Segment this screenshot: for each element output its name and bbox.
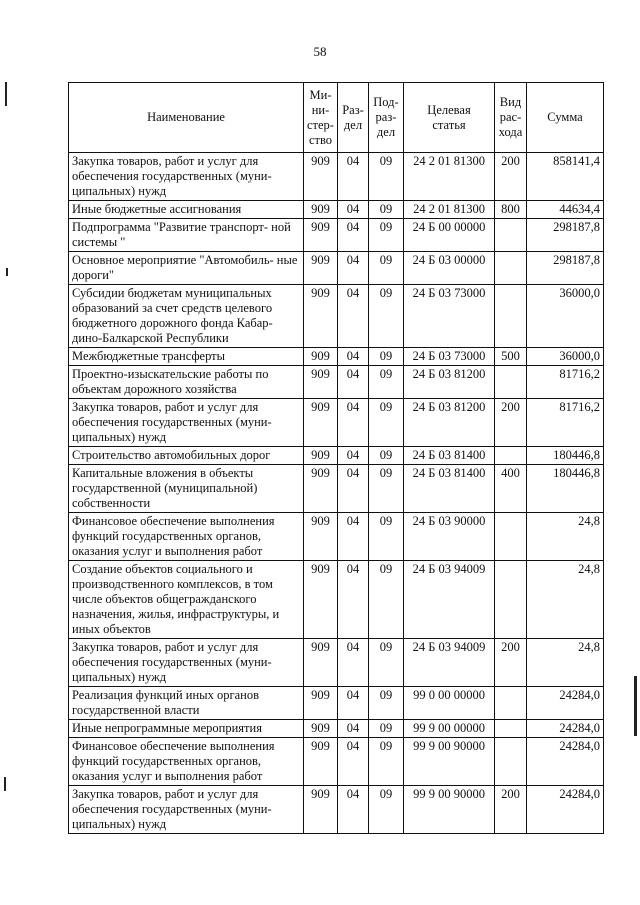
cell-subsection: 09: [369, 687, 404, 720]
cell-expense-type: 400: [495, 465, 527, 513]
cell-subsection: 09: [369, 639, 404, 687]
cell-name: Финансовое обеспечение выполнения функций государственных органов, оказания услуг и выполнения работ: [69, 513, 304, 561]
table-row: [69, 513, 604, 561]
cell-section: 04: [338, 465, 369, 513]
cell-section: 04: [338, 366, 369, 399]
cell-target: 24 Б 03 94009: [404, 561, 495, 639]
cell-subsection: 09: [369, 738, 404, 786]
header-ministry: Ми- ни- стер- ство: [304, 83, 338, 153]
cell-ministry: 909: [304, 153, 338, 201]
cell-name: Закупка товаров, работ и услуг для обеспечения государственных (муни- ципальных) нужд: [69, 153, 304, 201]
header-section: Раз- дел: [338, 83, 369, 153]
table-row: [69, 561, 604, 639]
cell-name: Закупка товаров, работ и услуг для обеспечения государственных (муни- ципальных) нужд: [69, 639, 304, 687]
cell-expense-type: [495, 561, 527, 639]
cell-name: Закупка товаров, работ и услуг для обеспечения государственных (муни- ципальных) нужд: [69, 786, 304, 834]
cell-section: 04: [338, 348, 369, 366]
cell-ministry: 909: [304, 348, 338, 366]
cell-expense-type: [495, 513, 527, 561]
cell-name: Капитальные вложения в объекты государственной (муниципальной) собственности: [69, 465, 304, 513]
cell-name: Субсидии бюджетам муниципальных образований за счет средств целевого бюджетного дорожного фонда Кабар- дино-Балкарской Республики: [69, 285, 304, 348]
cell-subsection: 09: [369, 153, 404, 201]
cell-expense-type: 800: [495, 201, 527, 219]
cell-amount: 81716,2: [527, 399, 604, 447]
cell-section: 04: [338, 738, 369, 786]
table-row: [69, 285, 604, 348]
cell-amount: 858141,4: [527, 153, 604, 201]
cell-expense-type: [495, 219, 527, 252]
table-row: [69, 348, 604, 366]
scan-margin-mark: [4, 777, 6, 791]
table-row: [69, 738, 604, 786]
cell-name: Проектно-изыскательские работы по объектам дорожного хозяйства: [69, 366, 304, 399]
header-subsection: Под- раз- дел: [369, 83, 404, 153]
table-row: [69, 786, 604, 834]
cell-subsection: 09: [369, 201, 404, 219]
table-row: [69, 465, 604, 513]
cell-section: 04: [338, 786, 369, 834]
cell-ministry: 909: [304, 465, 338, 513]
cell-name: Создание объектов социального и производственного комплексов, в том числе объектов общегражданского назначения, жилья, инфраструктуры, и иных объектов: [69, 561, 304, 639]
cell-amount: 24284,0: [527, 687, 604, 720]
cell-ministry: 909: [304, 513, 338, 561]
cell-section: 04: [338, 399, 369, 447]
cell-ministry: 909: [304, 366, 338, 399]
cell-target: 99 9 00 00000: [404, 720, 495, 738]
cell-section: 04: [338, 285, 369, 348]
cell-name: Основное мероприятие "Автомобиль- ные дороги": [69, 252, 304, 285]
cell-target: 24 Б 03 81200: [404, 399, 495, 447]
header-amount: Сумма: [527, 83, 604, 153]
page-number: 58: [313, 44, 327, 59]
cell-target: 24 Б 03 81400: [404, 447, 495, 465]
cell-amount: 180446,8: [527, 465, 604, 513]
cell-target: 99 0 00 00000: [404, 687, 495, 720]
cell-ministry: 909: [304, 786, 338, 834]
header-expense-type: Вид рас- хода: [495, 83, 527, 153]
cell-subsection: 09: [369, 465, 404, 513]
cell-ministry: 909: [304, 219, 338, 252]
cell-target: 24 Б 03 00000: [404, 252, 495, 285]
table-row: [69, 366, 604, 399]
cell-ministry: 909: [304, 687, 338, 720]
cell-target: 24 Б 03 94009: [404, 639, 495, 687]
cell-ministry: 909: [304, 639, 338, 687]
cell-subsection: 09: [369, 561, 404, 639]
cell-amount: 180446,8: [527, 447, 604, 465]
table-row: [69, 687, 604, 720]
cell-amount: 36000,0: [527, 348, 604, 366]
cell-section: 04: [338, 252, 369, 285]
cell-subsection: 09: [369, 348, 404, 366]
cell-section: 04: [338, 687, 369, 720]
cell-expense-type: [495, 687, 527, 720]
cell-ministry: 909: [304, 285, 338, 348]
cell-amount: 24,8: [527, 639, 604, 687]
table-body: [69, 153, 604, 834]
cell-ministry: 909: [304, 252, 338, 285]
cell-ministry: 909: [304, 201, 338, 219]
cell-target: 24 2 01 81300: [404, 201, 495, 219]
cell-subsection: 09: [369, 447, 404, 465]
cell-name: Закупка товаров, работ и услуг для обеспечения государственных (муни- ципальных) нужд: [69, 399, 304, 447]
cell-amount: 36000,0: [527, 285, 604, 348]
cell-amount: 298187,8: [527, 252, 604, 285]
cell-ministry: 909: [304, 738, 338, 786]
cell-ministry: 909: [304, 399, 338, 447]
cell-subsection: 09: [369, 285, 404, 348]
cell-target: 24 Б 03 90000: [404, 513, 495, 561]
table-row: [69, 639, 604, 687]
header-target: Целевая статья: [404, 83, 495, 153]
cell-target: 24 Б 03 73000: [404, 285, 495, 348]
cell-name: Финансовое обеспечение выполнения функций государственных органов, оказания услуг и выполнения работ: [69, 738, 304, 786]
scan-margin-mark: [634, 676, 637, 736]
cell-amount: 24284,0: [527, 720, 604, 738]
cell-subsection: 09: [369, 786, 404, 834]
cell-subsection: 09: [369, 720, 404, 738]
cell-expense-type: 200: [495, 399, 527, 447]
table-row: [69, 720, 604, 738]
cell-subsection: 09: [369, 366, 404, 399]
cell-name: Иные бюджетные ассигнования: [69, 201, 304, 219]
table-row: [69, 153, 604, 201]
table-row: [69, 399, 604, 447]
cell-target: 24 Б 00 00000: [404, 219, 495, 252]
cell-expense-type: 200: [495, 153, 527, 201]
cell-expense-type: [495, 285, 527, 348]
cell-section: 04: [338, 447, 369, 465]
cell-subsection: 09: [369, 513, 404, 561]
cell-expense-type: [495, 738, 527, 786]
cell-target: 24 Б 03 73000: [404, 348, 495, 366]
cell-name: Строительство автомобильных дорог: [69, 447, 304, 465]
cell-amount: 44634,4: [527, 201, 604, 219]
header-name: Наименование: [69, 83, 304, 153]
cell-target: 24 Б 03 81200: [404, 366, 495, 399]
cell-expense-type: 500: [495, 348, 527, 366]
cell-expense-type: [495, 252, 527, 285]
cell-expense-type: [495, 447, 527, 465]
cell-section: 04: [338, 639, 369, 687]
table-row: [69, 201, 604, 219]
cell-section: 04: [338, 153, 369, 201]
cell-expense-type: 200: [495, 639, 527, 687]
cell-section: 04: [338, 561, 369, 639]
cell-ministry: 909: [304, 561, 338, 639]
cell-amount: 24,8: [527, 561, 604, 639]
cell-amount: 24,8: [527, 513, 604, 561]
budget-table: [68, 82, 604, 834]
cell-expense-type: 200: [495, 786, 527, 834]
cell-amount: 81716,2: [527, 366, 604, 399]
cell-section: 04: [338, 219, 369, 252]
cell-subsection: 09: [369, 399, 404, 447]
table-row: [69, 447, 604, 465]
table-row: [69, 252, 604, 285]
cell-target: 24 2 01 81300: [404, 153, 495, 201]
cell-amount: 24284,0: [527, 738, 604, 786]
cell-section: 04: [338, 201, 369, 219]
cell-amount: 24284,0: [527, 786, 604, 834]
cell-expense-type: [495, 720, 527, 738]
cell-name: Иные непрограммные мероприятия: [69, 720, 304, 738]
cell-name: Реализация функций иных органов государственной власти: [69, 687, 304, 720]
cell-subsection: 09: [369, 252, 404, 285]
cell-subsection: 09: [369, 219, 404, 252]
scan-margin-mark: [5, 82, 7, 106]
cell-target: 99 9 00 90000: [404, 738, 495, 786]
table-row: [69, 219, 604, 252]
cell-section: 04: [338, 513, 369, 561]
cell-ministry: 909: [304, 720, 338, 738]
cell-ministry: 909: [304, 447, 338, 465]
cell-target: 99 9 00 90000: [404, 786, 495, 834]
cell-amount: 298187,8: [527, 219, 604, 252]
scan-margin-mark: [6, 268, 8, 276]
cell-section: 04: [338, 720, 369, 738]
table-header-row: [69, 83, 604, 153]
cell-name: Межбюджетные трансферты: [69, 348, 304, 366]
cell-expense-type: [495, 366, 527, 399]
cell-target: 24 Б 03 81400: [404, 465, 495, 513]
cell-name: Подпрограмма "Развитие транспорт- ной системы ": [69, 219, 304, 252]
